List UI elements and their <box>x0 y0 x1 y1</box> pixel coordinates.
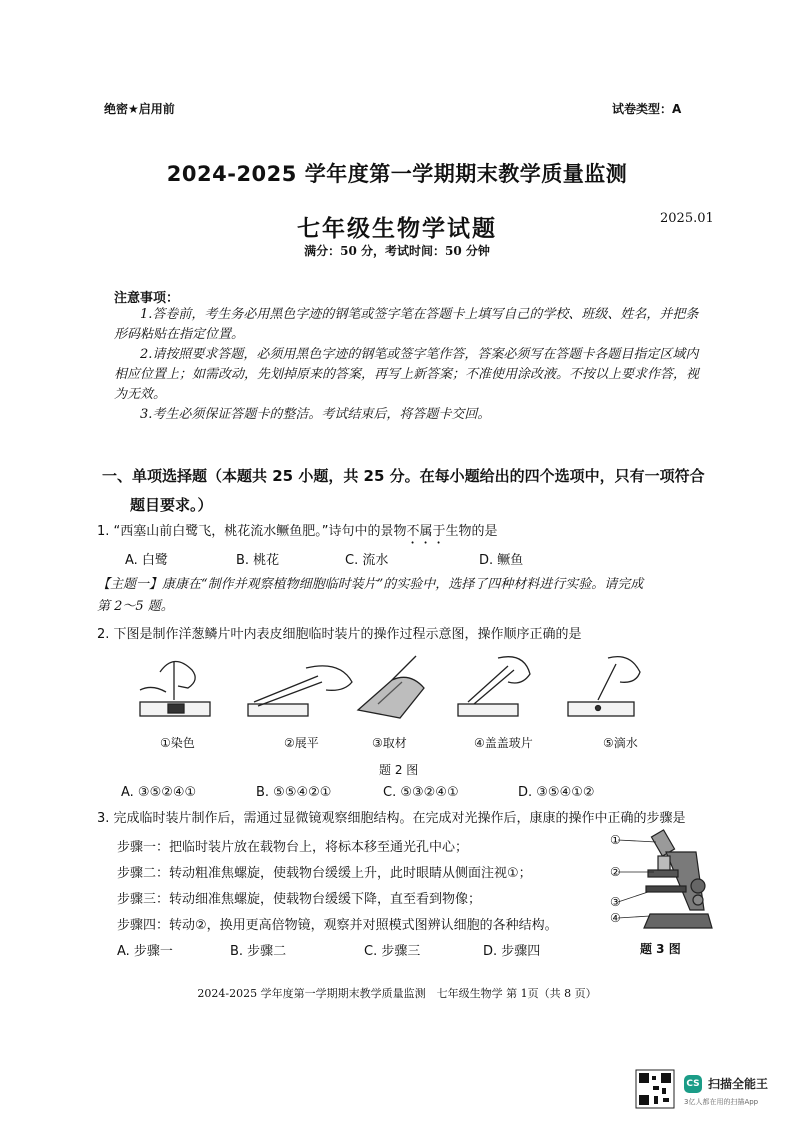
exam-subtitle: 七年级生物学试题 <box>297 216 497 242</box>
figure-label-stain: ①染色 <box>160 736 195 750</box>
question-1-option-a[interactable]: A. 白鹭 <box>125 553 168 568</box>
question-1-option-d[interactable]: D. 鳜鱼 <box>479 553 524 568</box>
paper-type: 试卷类型：A <box>612 102 682 116</box>
theme-1-line2: 第 2～5 题。 <box>97 599 174 614</box>
scanner-logo-icon: CS <box>684 1075 702 1093</box>
section-heading-line2: 题目要求。） <box>130 496 213 514</box>
notice-item: 1.答卷前，考生务必用黑色字迹的钢笔或签字笔在答题卡上填写自己的学校、班级、姓名，并把条形码粘贴在指定位置。 <box>114 307 699 342</box>
section-heading-line1: 一、单项选择题（本题共 25 小题，共 25 分。在每小题给出的四个选项中，只有一项符合 <box>102 467 705 485</box>
microscope-figure <box>604 830 724 940</box>
notice-list <box>114 305 700 425</box>
question-1-option-c[interactable]: C. 流水 <box>345 553 389 568</box>
theme-1-line1: 【主题一】康康在“制作并观察植物细胞临时装片”的实验中，选择了四种材料进行实验。请完成 <box>97 577 644 592</box>
question-3-step-1: 步骤一：把临时装片放在载物台上，将标本移至通光孔中心； <box>117 840 469 855</box>
figure-label-sample: ③取材 <box>372 736 407 750</box>
coverslip-illustration <box>458 657 530 716</box>
figure-label-coverslip: ④盖盖玻片 <box>474 736 533 750</box>
microscope-marker-2: ② <box>610 865 621 879</box>
question-1-text-b: 生物的是 <box>445 524 498 539</box>
figure-label-spread: ②展平 <box>284 736 319 750</box>
notice-item: 3.考生必须保证答题卡的整洁。考试结束后，将答题卡交回。 <box>140 407 491 422</box>
secret-label: 绝密★启用前 <box>104 102 175 116</box>
question-3-option-d[interactable]: D. 步骤四 <box>483 944 541 959</box>
question-1-emphasis: 不属于 <box>406 524 446 539</box>
question-2-figure <box>130 652 670 727</box>
question-1-text-a: 1. “西塞山前白鹭飞，桃花流水鳜鱼肥。”诗句中的景物 <box>97 524 407 539</box>
microscope-marker-3: ③ <box>610 895 621 909</box>
question-2-option-d[interactable]: D. ③⑤④①② <box>518 785 595 800</box>
microscope-marker-4: ④ <box>610 911 621 925</box>
question-3-option-c[interactable]: C. 步骤三 <box>364 944 421 959</box>
sample-illustration <box>358 656 424 718</box>
question-1-option-b[interactable]: B. 桃花 <box>236 553 280 568</box>
question-3-option-b[interactable]: B. 步骤二 <box>230 944 287 959</box>
stain-illustration <box>140 661 210 716</box>
question-3-text: 3. 完成临时装片制作后，需通过显微镜观察细胞结构。在完成对光操作后，康康的操作中正确的步骤是 <box>97 811 686 826</box>
question-3-step-2: 步骤二：转动粗准焦螺旋，使载物台缓缓上升，此时眼睛从侧面注视①； <box>117 866 532 881</box>
page-footer: 2024-2025 学年度第一学期期末教学质量监测 七年级生物学 第 1页（共 8 页） <box>197 987 597 1000</box>
qr-code-icon <box>636 1070 674 1108</box>
question-3-step-4: 步骤四：转动②，换用更高倍物镜，观察并对照模式图辨认细胞的各种结构。 <box>117 918 558 933</box>
scanner-app-name: 扫描全能王 <box>708 1077 769 1091</box>
notice-item: 2.请按照要求答题，必须用黑色字迹的钢笔或签字笔作答，答案必须写在答题卡各题目指定区域内相应位置上；如需改动，先划掉原来的答案，再写上新答案；不准使用涂改液。不按以上要求作答，视为无效。 <box>114 347 700 402</box>
figure-label-drip: ⑤滴水 <box>603 736 638 750</box>
exam-date: 2025.01 <box>660 211 714 226</box>
question-3-option-a[interactable]: A. 步骤一 <box>117 944 173 959</box>
question-2-option-c[interactable]: C. ⑤③②④① <box>383 785 459 800</box>
theme-1 <box>97 574 717 618</box>
question-3-figure-caption: 题 3 图 <box>640 942 681 956</box>
spread-illustration <box>248 666 352 716</box>
exam-title: 2024-2025 学年度第一学期期末教学质量监测 <box>166 162 628 186</box>
drip-illustration <box>568 657 640 716</box>
microscope-callouts <box>618 840 656 918</box>
question-3-step-3: 步骤三：转动细准焦螺旋，使载物台缓缓下降，直至看到物像； <box>117 892 482 907</box>
scanner-app-tagline: 3亿人都在用的扫描App <box>684 1098 759 1106</box>
microscope-marker-1: ① <box>610 833 621 847</box>
notice-heading: 注意事项： <box>114 291 180 306</box>
question-2-option-b[interactable]: B. ⑤⑤④②① <box>256 785 332 800</box>
section-heading <box>102 462 722 520</box>
question-2-option-a[interactable]: A. ③⑤②④① <box>121 785 197 800</box>
question-2-figure-caption: 题 2 图 <box>379 763 419 777</box>
score-info: 满分：50 分，考试时间：50 分钟 <box>304 244 490 258</box>
question-1 <box>97 523 727 547</box>
question-2-text: 2. 下图是制作洋葱鳞片叶内表皮细胞临时装片的操作过程示意图，操作顺序正确的是 <box>97 627 582 642</box>
